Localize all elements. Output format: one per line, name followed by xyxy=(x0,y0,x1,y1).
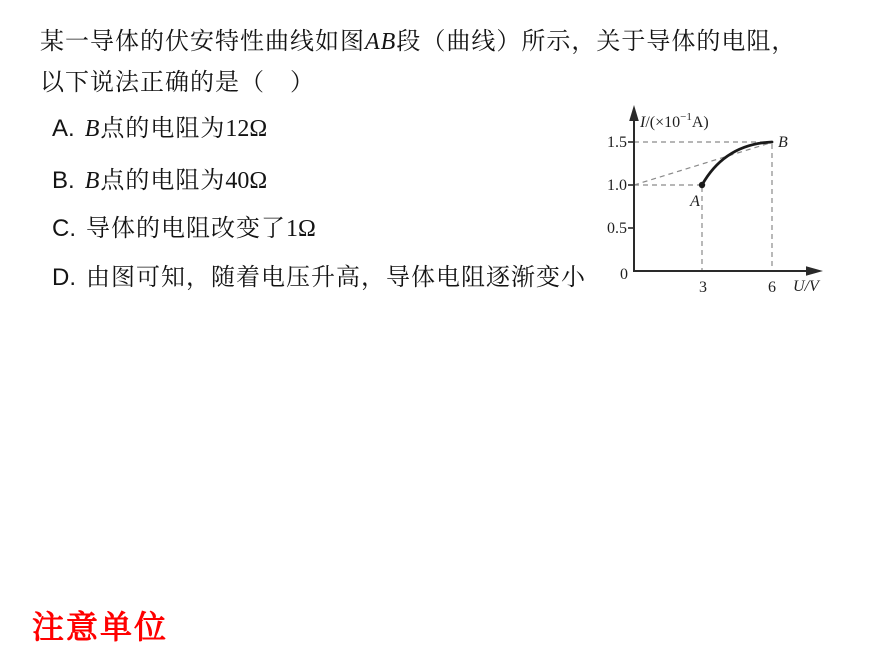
option-d-letter: D. xyxy=(52,264,76,291)
point-a-label: A xyxy=(690,193,700,210)
option-a xyxy=(52,113,267,145)
question-text-post: 段（曲线）所示，关于导体的电阻， xyxy=(396,29,797,55)
option-c-text: 导体的电阻改变了 xyxy=(86,216,286,242)
option-b-text: 点的电阻为 xyxy=(100,168,226,194)
guide-diagonal-to-b xyxy=(634,143,770,185)
x-axis-arrow-icon xyxy=(806,266,823,276)
option-b-point: B xyxy=(84,168,101,194)
y-tick-label-1p0: 1.0 xyxy=(607,177,627,194)
option-b-value: 40Ω xyxy=(225,168,268,194)
x-tick-label-3: 3 xyxy=(699,279,707,296)
option-c xyxy=(52,213,316,245)
option-c-value: 1Ω xyxy=(286,216,316,242)
y-axis-symbol: I xyxy=(640,114,646,131)
question-line-1 xyxy=(40,26,796,58)
y-axis-arrow-icon xyxy=(629,105,639,121)
option-a-value: 12Ω xyxy=(225,116,268,142)
note-text: 注意单位 xyxy=(32,609,169,645)
option-a-text: 点的电阻为 xyxy=(100,116,226,142)
x-axis-title: U/V xyxy=(793,278,819,295)
y-axis-exponent: −1 xyxy=(680,111,692,123)
option-b-letter: B. xyxy=(52,167,75,194)
option-d xyxy=(52,262,586,294)
option-a-letter: A. xyxy=(52,115,75,142)
segment-name-ab: AB xyxy=(365,29,397,55)
option-b xyxy=(52,165,267,197)
question-text-pre: 某一导体的伏安特性曲线如图 xyxy=(40,29,365,55)
y-tick-label-1p5: 1.5 xyxy=(607,134,627,151)
point-b-label: B xyxy=(778,134,788,151)
origin-label: 0 xyxy=(620,266,628,283)
curve-ab xyxy=(702,142,772,185)
option-c-letter: C. xyxy=(52,215,76,242)
y-axis-unit-open: /(×10 xyxy=(645,114,681,131)
iv-characteristic-graph xyxy=(595,100,893,300)
point-a-dot xyxy=(699,182,705,188)
y-axis-title xyxy=(639,111,709,131)
y-axis-unit-close: A) xyxy=(691,114,709,131)
question-line-2: 以下说法正确的是（ ） xyxy=(40,70,315,96)
x-tick-label-6: 6 xyxy=(768,279,776,296)
y-tick-label-0p5: 0.5 xyxy=(607,220,627,237)
option-a-point: B xyxy=(84,116,101,142)
option-d-text: 由图可知，随着电压升高，导体电阻逐渐变小 xyxy=(86,265,586,291)
